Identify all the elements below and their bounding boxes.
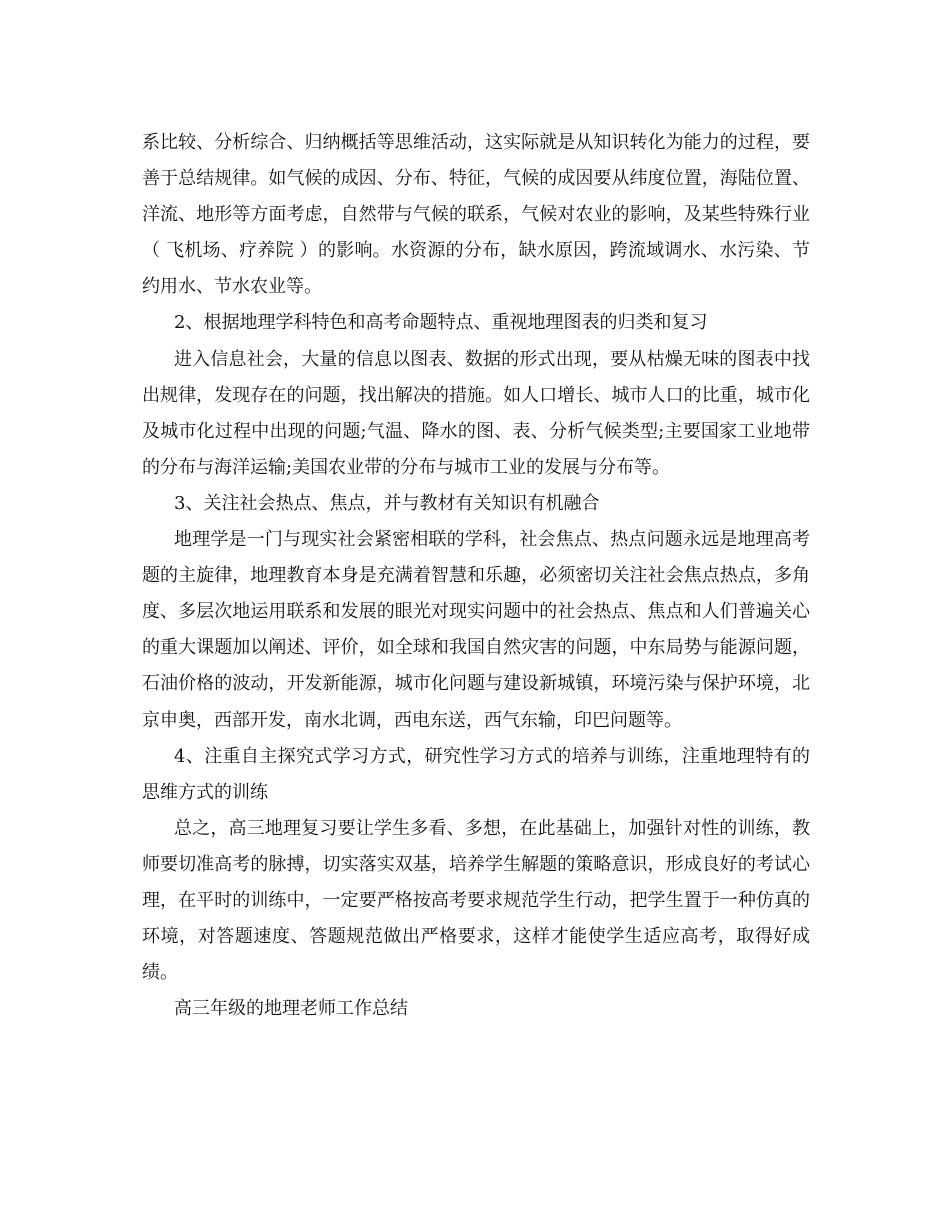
paragraph-social-hotspots: 地理学是一门与现实社会紧密相联的学科，社会焦点、热点问题永远是地理高考题的主旋律，地理教育本身是充满着智慧和乐趣，必须密切关注社会焦点热点，多角度、多层次地运用联系和发展的眼光对现实问题中的社会热点、焦点和人们普遍关心的重大课题加以阐述、评价，如全球和我国自然灾害的问题，中东局势与能源问题，石油价格的波动，开发新能源，城市化问题与建设新城镇，环境污染与保护环境，北京申奥，西部开发，南水北调，西电东送，西气东输，印巴问题等。 [142,529,810,731]
section-heading-4: 4、注重自主探究式学习方式，研究性学习方式的培养与训练，注重地理特有的思维方式的训练 [142,745,810,803]
document-body [142,125,810,1027]
section-heading-3: 3、关注社会热点、焦点，并与教材有关知识有机融合 [174,492,600,514]
paragraph-summary: 总之，高三地理复习要让学生多看、多想，在此基础上，加强针对性的训练，教师要切准高考的脉搏，切实落实双基，培养学生解题的策略意识，形成良好的考试心理，在平时的训练中，一定要严格按高考要求规范学生行动，把学生置于一种仿真的环境，对答题速度、答题规范做出严格要求，这样才能使学生适应高考，取得好成绩。 [142,817,810,984]
paragraph-continuation: 系比较、分析综合、归纳概括等思维活动，这实际就是从知识转化为能力的过程，要善于总结规律。如气候的成因、分布、特征，气候的成因要从纬度位置，海陆位置、洋流、地形等方面考虑，自然带与气候的联系，气候对农业的影响，及某些特殊行业（ 飞机场、疗养院 ）的影响。水资源的分布，缺水原因，跨流域调水、水污染、节约用水、节水农业等。 [142,132,810,298]
paragraph-charts-review: 进入信息社会，大量的信息以图表、数据的形式出现，要从枯燥无味的图表中找出规律，发现存在的问题，找出解决的措施。如人口增长、城市人口的比重，城市化及城市化过程中出现的问题;气温、降水的图、表、分析气候类型;主要国家工业地带的分布与海洋运输;美国农业带的分布与城市工业的发展与分布等。 [142,348,810,478]
document-title-next: 高三年级的地理老师工作总结 [174,998,408,1020]
section-heading-2: 2、根据地理学科特色和高考命题特点、重视地理图表的归类和复习 [174,312,708,334]
